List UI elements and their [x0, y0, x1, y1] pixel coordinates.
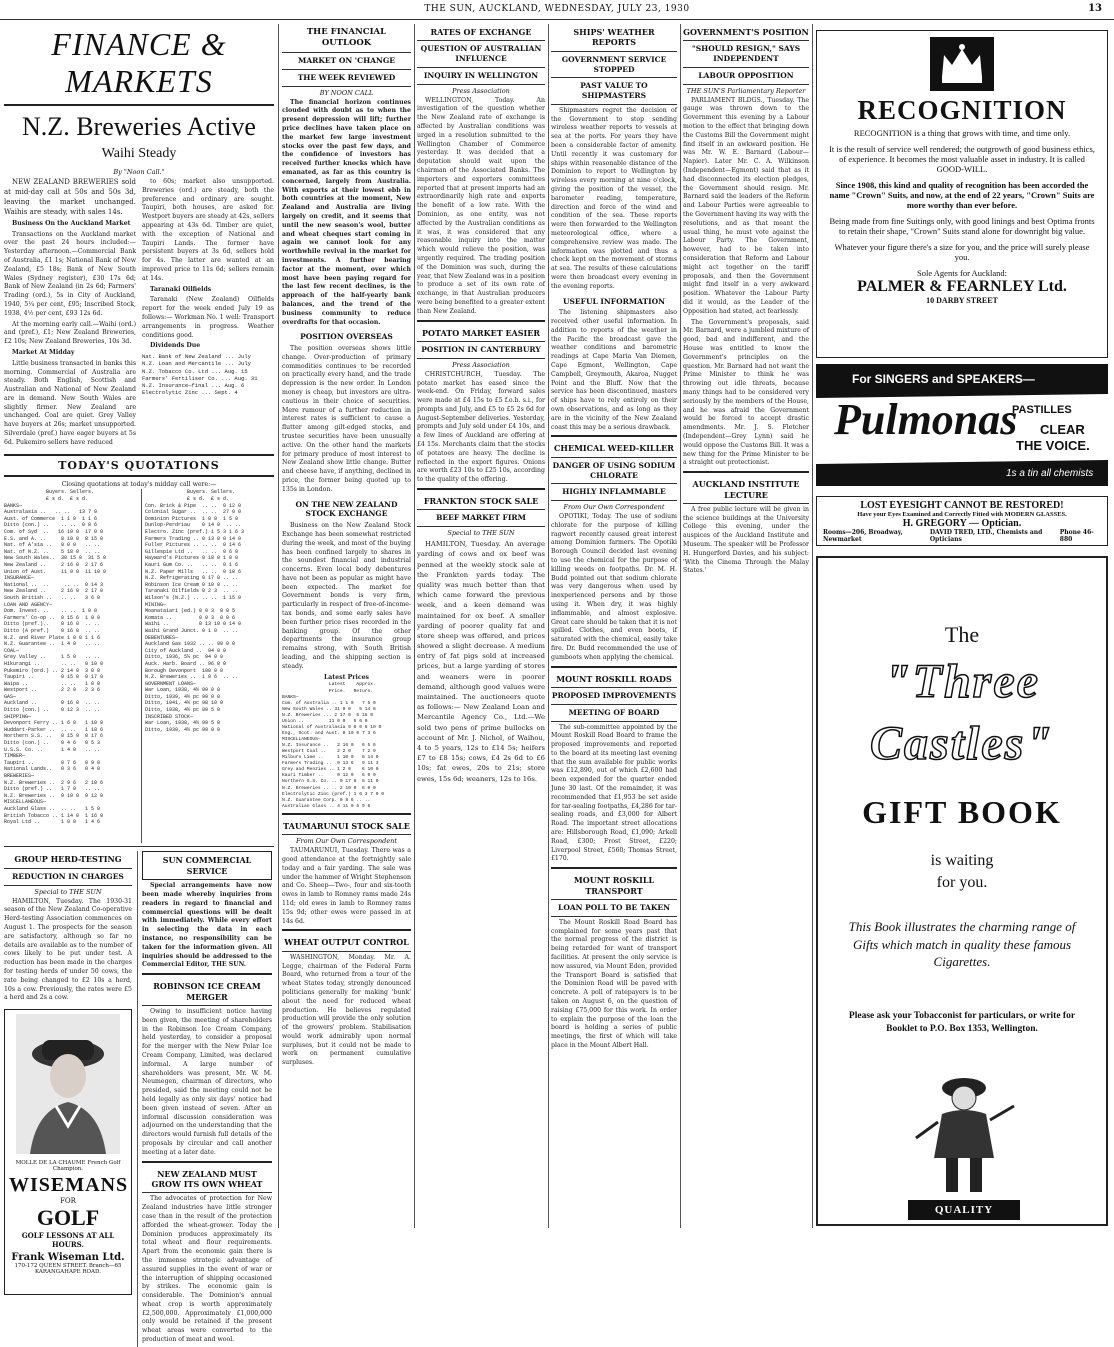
rates-sub-2: INQUIRY IN WELLINGTON — [417, 68, 545, 85]
rates-sub: QUESTION OF AUSTRALIAN INFLUENCE — [417, 41, 545, 68]
eyesight-firm: DAVID TRED, LTD., Chemists and Opticians — [929, 529, 1043, 543]
transport-text: The Mount Roskill Road Board has complained for some years past that the normal progress of the district is being retarded for want of transport facilities. At present the only service is now assured, via Mount Eden, provided the Transport Board is satisfied that the Dominion Road will be paved with concrete. A poll of ratepayers is to be taken on August 6, on the question of raising £75,000 for this work. In order to explain the purpose of the loan the board is holding a series of public meetings, the first of which will take place in the Mount Albert Hall. — [551, 918, 677, 1049]
pulmonas-top: For SINGERS and SPEAKERS— — [852, 372, 1035, 386]
eyesight-address: Rooms—206, Broadway, Newmarket — [823, 529, 903, 543]
taumarunui-text: TAUMARUNUI, Tuesday. There was a good attendance at the fortnightly sale today and a fair yarding. The sale was under the hammer of Wright Stephenson and Co. Sheep—Two-, four and six-tooth ewes in lamb to Romney rams made 24s 11d; old ewes in lamb to Romney rams 15s 9d; other ewes were passed in at 14s 6d. — [282, 847, 411, 925]
lead-headline: N.Z. Breweries Active — [22, 112, 256, 141]
eyesight-line: Have your Eyes Examined and Correctly Fitted with MODERN GLASSES. — [857, 511, 1067, 518]
rates-by: Press Association — [452, 86, 510, 95]
cavalier-icon — [902, 1058, 1026, 1198]
useful-heading: USEFUL INFORMATION — [562, 296, 666, 306]
three-castles-ad — [816, 556, 1108, 1226]
chemical-by: From Our Own Correspondent — [563, 503, 665, 512]
prices-table: Latest Approx. Price. Return. BANKS— Com. of Australia .. 1 1 0 7 5 0 New South Wales .. 31 0 0 5 14 8 N.Z. Breweries ... 2 17 0 5 15 0 Union .. 11 0 0 5 6 0 National of Australasia 9 0 0 6 10 0 Eng., Scot. and Aust. 8 10 0 7 3 6 MISCELLANEOUS— N.Z. Insurance .. 2 16 0 6 5 6 Westport Coal .. 2 2 0 7 2 9 Milburn Lime .. 1 10 0 6 14 0 Farmers Trading .. 0 13 6 9 11 3 Grey and Menzies .. 1 2 0 6 10 0 Kauri Timber .. 0 12 0 6 0 0 Northern S.S. Co. .. 0 17 6 8 11 0 N.Z. Breweries .. .. 2 10 0 6 0 0 Electrolytic Zinc (pref.) 1 6 3 7 0 0 N.Z. Guarantee Corp. 0 8 6 .. .. Australian Glass .. 4 11 0 5 9 6 — [282, 682, 384, 809]
roskill-sub-2: MEETING OF BOARD — [551, 705, 677, 722]
crown-icon — [930, 37, 994, 91]
finance-section — [4, 24, 274, 1344]
rates-text: WELLINGTON, Today. An investigation of the question whether the New Zealand rate of exchange is affected by Australian conditions was urged in a resolution submitted to the Wellington Chamber of Commerce yesterday. It was decided that a deputation should wait upon the chairman of the Associated Banks. The importers and exporters committees reported that at present imports had an extraordinarily high rate and exports the benefit of a low rate. With the Dominion, as one entity, was not affected by the Australian conditions as it was, it was considered that any reasonable inquiry into the matter which would relieve the position, was urgently required. The trading position of the Dominion was such, during the year, that New Zealand was in a position to produce a set of its own rate of exchange, in that Australian producers were being benefited to a greater extent than New Zealand. — [417, 96, 545, 315]
wheat-text: WASHINGTON, Monday. Mr. A. Legge, chairman of the Federal Farm Board, who returned from a tour of the wheat States today, strongly denounced politicians generally for making 'bunk' about the need for reduced wheat production. He believes regulated production will provide the only solution of the growers' problem. Stabilisation would work admirably upon normal surpluses, but it could not be made to work on permanent cumulative surpluses. — [282, 953, 411, 1067]
outlook-by: BY NOON CALL — [319, 88, 374, 97]
recognition-agents: Sole Agents for Auckland: — [917, 268, 1007, 278]
midday-text-2: to 60s; market also unsupported. Breweries (ord.) are steady, both the preference and ordinary are sought. Taupiri, both houses, are asked for. Westport buyers are steady at 42s, sellers appearing at 43s 6d. Timber are quiet, with the exception of National and Taupiri Lands. The former have persistent buyers at 3s 6d, sellers hold for 4s. The latter are wanted at an improved price to 11s 6d; sellers remain at 14s. — [142, 178, 274, 282]
outlook-sub-2: THE WEEK REVIEWED — [282, 70, 411, 87]
government-column — [683, 24, 809, 1230]
pulmonas-voice: THE VOICE. — [1016, 438, 1090, 453]
golfer-portrait-icon — [16, 1014, 120, 1154]
ships-sub-2: PAST VALUE TO SHIPMASTERS — [551, 78, 677, 105]
stock-text: Transactions on the Auckland market over the past 24 hours included:— Yesterday afternoon.—Commercial Bank of Australia, £1 1s; National Bank of New Zealand, £5 18s; Bank of New South Wales (Sydney register), £30 17s 6d; Bank of New Zealand (in 2s 6d; Farmers' Trading (ord.), 5s in City of Auckland, 1940, 5¼ per cent, £95; Inscribed Stock, 1938, 4½ per cent, £93 12s 6d. — [4, 230, 136, 317]
column-rule — [680, 24, 681, 1228]
column-rule — [278, 24, 279, 1228]
chemical-sub: DANGER OF USING SODIUM CHLORATE — [551, 458, 677, 485]
lead-subhead: Waihi Steady — [101, 146, 177, 161]
eyesight-name: H. GREGORY — Optician. — [902, 518, 1022, 529]
exchange-heading: ON THE NEW ZEALAND STOCK EXCHANGE — [295, 499, 398, 519]
taranaki-head: Taranaki Oilfields — [150, 285, 212, 293]
herd-text: HAMILTON, Tuesday. The 1930-31 season of the New Zealand Co-operative Herd-testing Association commences on August 1. The prospects for the season are satisfactory, although so far no details are available as to the number of cows likely to be put under test. A reduction has been made in the charges for testing herds of under 50 cows, the rate being changed to £2 10s a herd, 10s a cow. Previously, the rates were £5 a herd and 2s a cow. — [4, 897, 132, 1002]
masthead — [0, 0, 1114, 20]
potato-by: Press Association — [452, 360, 510, 369]
recognition-ad — [816, 30, 1108, 358]
stock-head: Business On the Auckland Market — [12, 219, 131, 227]
masthead-title: THE SUN, AUCKLAND, WEDNESDAY, JULY 23, 1930 — [424, 4, 690, 14]
outlook-column — [282, 24, 411, 1230]
grow-text: The advocates of protection for New Zealand industries have little stronger case than in the result of the protection afforded the wheat-grower. Today the Dominion produces approximately its total wheat and flour requirements. Apart from the economic gain there is the immense strategic advantage of assured supplies in the event of war or the interruption of shipping occasioned by strikes. The economic gain is considerable. The Dominion's annual wheat crop is worth approximately £2,500,000. Approximately £1,000,000 only would be retained if the present wheat areas were converted to the production of meat and wool. — [142, 1195, 272, 1344]
government-by: THE SUN'S Parliamentary Reporter — [686, 86, 806, 95]
castles-three: "Three — [884, 655, 1040, 708]
outlook-sub: MARKET ON 'CHANGE — [282, 53, 411, 70]
quotations-note: Closing quotations at today's midday call were:— — [61, 480, 217, 488]
commercial-heading: SUN COMMERCIAL SERVICE — [142, 851, 272, 880]
recognition-p3: Being made from fine Suitings only, with good linings and best Optima fronts to retain their shape, "Crown" Suits stand alone for downright big value. — [829, 216, 1095, 236]
exchange-text: Business on the New Zealand Stock Exchange has been somewhat restricted during the week, and most of the buying has been confined largely to shares in the soundest financial and industrial concerns. Even local body debentures have not been as popular as might have been expected. The market for Government bonds is very firm, particularly in respect of free-of-income-tax bonds, and some early sales have been further price rises recorded in the banking group. Of the other departments the insurance group remains strong, with South British leading, and the shipping section is steady. — [282, 522, 411, 670]
golf-lessons: GOLF LESSONS AT ALL HOURS. — [21, 1231, 115, 1250]
castles-waiting: is waiting — [930, 852, 994, 869]
eyesight-head: LOST EYESIGHT CANNOT BE RESTORED! — [860, 500, 1064, 511]
recognition-firm: PALMER & FEARNLEY Ltd. — [857, 278, 1067, 295]
chemical-text: OPOTIKI, Today. The use of sodium chlorate for the purpose of killing ragwort recently caused great interest among Dominion farmers. The Opotiki Borough Council decided last evening to use the chemical for the purpose of killing weeds on footpaths. Dr. M. H. Budd pointed out that sodium chlorate was very dangerous when used by inexperienced persons and by those using it. When dry, it was highly inflammable, and almost explosive. Great care should be taken that it is not spilled. Clothes, and even boots, if saturated with the chemical, easily take fire. Dr. Budd recommended the use of gumboots when applying the chemical. — [551, 513, 677, 661]
grow-heading: NEW ZEALAND MUST GROW ITS OWN WHEAT — [142, 1166, 272, 1194]
taumarunui-heading: TAUMARUNUI STOCK SALE — [282, 818, 411, 835]
pulmonas-brand: Pulmonas — [834, 395, 1018, 444]
dividends-head: Dividends Due — [150, 342, 201, 350]
castles-for-you: for you. — [936, 874, 988, 891]
golf-caption: MOLLE DE LA CHAUME French Golf Champion. — [15, 1160, 121, 1173]
frankton-by: Special to THE SUN — [447, 529, 515, 538]
frankton-heading: FRANKTON STOCK SALE — [417, 493, 545, 510]
robinson-heading: ROBINSON ICE CREAM MERGER — [142, 978, 272, 1006]
stock-text-2: At the morning early call.—Waihi (ord.) and (pref.), £1; New Zealand Breweries, £2 10s; New Zealand Breweries, 10s 3d. — [4, 320, 136, 346]
quotations-left: Buyers. Sellers. £ s d. £ s d. BANKS— Australasia .. .. .. 13 7 0 Aust. of Commerce 1 1 0 1 1 6 Ditto (con.) .. .. .. 0 8 6 Com. of Syd .. 16 10 0 17 0 0 E.S. and A. .. 8 10 0 8 15 0 Nat. of A'sia .. 9 0 0 .. .. Nat. of N.Z. .. 5 18 0 .. .. New South Wales.. 30 15 0 31 5 0 New Zealand .. 2 16 0 2 17 6 Union of Aust. 11 0 0 11 10 0 INSURANCE— National .. .. .. .. 0 14 3 New Zealand .. 2 16 0 2 17 0 South British .. .. .. 3 6 0 LOAN AND AGENCY— Dom. Invest. .. .. .. 1 0 0 Farmers' Co-op .. 0 15 6 1 0 0 Ditto (pref.).. 0 16 0 .. .. Ditto (A pref.) 0 16 0 .. .. N.Z. and River Plate 1 0 0 1 1 6 N.Z. Guarantee .. 1 4 0 .. .. COAL— Grey Valley .. 1 5 0 .. .. Hikurangi .. .. .. 0 10 0 Pukemiro (ord.) .. 2 14 0 3 0 0 Taupiri .. 0 15 0 0 17 0 Waipa .. .. .. 1 0 0 Westport .. 2 2 0 2 3 6 GAS— Auckland .. 0 16 0 .. .. Ditto (con.) .. 0 12 3 .. .. SHIPPING— Devonport Ferry .. 1 6 0 1 10 0 Huddart-Parker .. .. .. 1 18 6 Northern S.S. .. 0 15 9 0 17 6 Ditto (con.) .. 0 4 6 0 5 3 U.S.S. Co. .. 1 4 0 .. .. TIMBER— Taupiri .. 0 7 6 0 9 0 National Lands.. 0 3 6 0 4 0 BREWERIES— N.Z. Breweries .. 2 9 6 2 10 6 Ditto (pref.) .. 1 7 0 .. .. N.Z. Breweries .. 0 10 0 0 12 0 MISCELLANEOUS— Auckland Glass .. .. .. 1 5 0 British Tobacco .. 1 14 0 1 16 0 Royal Ltd .. 1 0 0 1 4 6 — [4, 489, 107, 826]
herd-sub: REDUCTION IN CHARGES — [4, 869, 132, 886]
castles-the: The — [944, 622, 980, 647]
taumarunui-by: From Our Own Correspondent — [296, 837, 397, 846]
ships-column — [551, 24, 677, 1230]
roskill-text: The sub-committee appointed by the Mount Roskill Road Board to frame the proposed improvements and reported to the board at its meeting last evening that the sum available for public works was £12,890, out of which £2,600 had been expended for the quarter ended June 30 last. Of the remainder, it was recommended that £1,953 be set aside for tar-sealing footpaths, £4,286 for tar-sealing roads, and £3,000 for Albert Road. The important street allocations are: Hillsborough Road, £1,090; Arkell Road, £300; Frost Street, £220; Liverpool Street, £560; Thomas Street, £170. — [551, 723, 677, 863]
dividends-list: Nat. Bank of New Zealand ... July N.Z. Loan and Mercantile ... July N.Z. Tobacco Co. Ltd ... Aug. 15 Farmers' Fertiliser Co. ... Aug. 31 N.Z. Insurance—final ... Aug. 6 Electrolytic Zinc ... Sept. 4 — [142, 353, 258, 397]
government-text: PARLIAMENT BLDGS., Tuesday. The gauge was thrown down to the Government this evening by a Labour motion to the effect that bringing down the Customs Bill the Government might find itself in an awkward position. He was Mr. W. E. Barnard (Labour—Napier). Later Mr. C. A. Wilkinson (Independent—Egmont) said that as it had disconnected its election pledges, the Government should resign. Mr. Barnard said the leaders of the Reform and Labour Parties were agreeable to the Government having its way with the resolutions, and as that meant the usual thing, he must vote against the Labour Party. The Government, however, had to be taken into consideration that Reform and Labour might act together on the tariff proposals, and then the Government might find itself in a very awkward position. Whatever the Labour Party did it would, as the Leader of the Opposition had stated, act fearlessly. — [683, 96, 809, 315]
golf-ad — [4, 1009, 132, 1295]
midday-head: Market At Midday — [12, 348, 75, 356]
government-heading: GOVERNMENT'S POSITION — [683, 24, 809, 41]
recognition-p2: Since 1908, this kind and quality of recognition has been accorded the name "Crown" Suits, and now, at the end of 22 years, "Crown" Suits are more worthy than ever before. — [829, 180, 1095, 210]
government-text-2: The Government's proposals, said Mr. Barnard, were a jumbled mixture of good, bad and indifferent, and the House was entitled to know the Government's principles on the question. Mr. Barnard had not want the Prime Minister to think he was throwing out idle threats, because many things had to be considered very seriously by the members of the House, and he was afraid the Government would be forced to accept drastic amendments. Mr. J. S. Fletcher (Independent—Grey Lynn) said he would oppose the Customs Bill. It was a new thing for the Prime Minister to be a straight out protectionist. — [683, 318, 809, 467]
potato-text: CHRISTCHURCH, Tuesday. The potato market has eased since the week-end. On Friday, forward sales were made at £4 15s to £5 f.o.b. s.i., for prompts and July, and £5 to £5 2s 6d for August-September deliveries. Yesterday, prompts and July sold under £4 10s, and a few lines of Auckland are offering at £4 15s. Merchants claim that the stocks of potatoes are heavy. The decline is reflected in the export figures. Onions are worth £23 10s to £25 10s, according to the quality of the offering. — [417, 370, 545, 484]
golf-for: FOR — [60, 1197, 76, 1206]
golf-word: GOLF — [36, 1205, 100, 1231]
outlook-heading: THE FINANCIAL OUTLOOK — [282, 24, 411, 53]
golf-firm: Frank Wiseman Ltd. — [11, 1252, 125, 1264]
government-sub-2: LABOUR OPPOSITION — [683, 68, 809, 85]
herd-heading: GROUP HERD-TESTING — [4, 851, 132, 868]
byline: By "Noon Call." — [113, 168, 165, 176]
rates-heading: RATES OF EXCHANGE — [417, 24, 545, 41]
robinson-text: Owing to insufficient notice having been given, the meeting of shareholders in the Robinson Ice Cream Company, held yesterday, to consider a proposal for the merger with the New Polar Ice Cream Company, Limited, was declared informal. A large number of shareholders was present, Mr. W. M. Neumegen, chairman of directors, who presided, said the meeting could not be held legally as only six days' notice had been given instead of seven. After an informal discussion consideration was adjourned on the understanding that the directors would furnish full details of the proposals by circular and call another meeting at a later date. — [142, 1008, 272, 1156]
recognition-p1: It is the result of service well rendered; the outgrowth of good business ethics, of experience. It becomes the most valuable asset in industry. It is called GOOD-WILL. — [829, 144, 1095, 174]
useful-text: The listening shipmasters also received other useful information. In addition to reports of the weather in the Pacific the broadcast gave the weather conditions and barometric readings at Cape Maria Van Diemen, Cape Egmont, Wellington, Cape Campbell, Greymouth, Akaroa, Nugget Point and the Bluff. Now that the service has been discontinued, masters of ships have to rely entirely on their own observations, and as long as they are in the vicinity of the New Zealand coast this may be a serious drawback. — [551, 309, 677, 431]
recognition-tagline: RECOGNITION is a thing that grows with time, and time only. — [853, 128, 1071, 138]
column-rule — [548, 24, 549, 1228]
golf-address: 170-172 QUEEN STREET. Branch—65 KARANGAHAPE ROAD. — [14, 1263, 122, 1276]
quotations-title: TODAY'S QUOTATIONS — [4, 454, 274, 477]
roskill-heading: MOUNT ROSKILL ROADS — [551, 671, 677, 688]
position-heading: POSITION OVERSEAS — [300, 332, 393, 342]
roskill-sub: PROPOSED IMPROVEMENTS — [551, 688, 677, 705]
position-text: The position overseas shows little change. Over-production of primary commodities continues to be recorded on practically every hand, and the trade depression is the new order. In London money is cheap, but investors are ultra-cautious in their choice of securities. Mere rumour of a further reduction in interest rates is sufficient to cause a flutter among gilt-edged stocks, and trustee securities have been unusually active. On the other hand the markets for primary produce of most interest to New Zealand show little change. Butter and cheese have, if anything, declined in price, the former being quoted up to 135s in London. — [282, 345, 411, 493]
commercial-text: Special arrangements have now been made whereby inquiries from readers in regard to financial and commercial questions will be dealt with immediately. While every effort in selecting the data in each instance, no responsibility can be taken for the information given. All inquiries should be addressed to the Commercial Editor, THE SUN. — [142, 882, 272, 969]
recognition-address: 10 DARBY STREET — [926, 296, 998, 305]
chemical-heading: CHEMICAL WEED-KILLER — [551, 440, 677, 457]
pulmonas-clear: CLEAR — [1040, 422, 1085, 437]
taranaki-text: Taranaki (New Zealand) Oilfields report for the week ended July 19 as follows:— Workman No. 1 well: Transport arrangements in progress. Weather conditions good. — [142, 296, 274, 339]
wheat-heading: WHEAT OUTPUT CONTROL — [282, 934, 411, 951]
golf-brand: WISEMANS — [9, 1174, 129, 1197]
transport-heading: MOUNT ROSKILL TRANSPORT — [551, 872, 677, 900]
quotations-right: Buyers. Sellers. £ s d. £ s d. Con. Brick & Pipe .. .. 0 12 0 Colonial Sugar .. .. .. 27 0 0 Dominion Pictures 1 0 0 1 5 0 Dunlop-Perdriau 0 14 0 .. .. Electro. Zinc (pref.) 1 5 3 1 6 3 Farmers Trading .. 0 13 0 0 14 0 Fuller Pictures .. .. .. 0 14 6 Gillespie Ltd .. .. .. 0 6 0 Hayward's Pictures 0 18 0 1 0 0 Kauri Gum Co. .. .. .. 0 1 6 N.Z. Paper Mills .. .. 0 18 6 N.Z. Refrigerating 0 17 0 .. .. Robinson Ice Cream 0 10 0 .. .. Taranaki Oilfields 0 2 3 .. .. Wilson's (N.Z.) .. .. .. 1 15 0 MINING— Moanataiari (ed.) 0 0 3 0 0 5 Komata .. 0 0 3 0 0 6 Waihi .. 0 13 10 0 14 0 Waihi Grand Junct. 0 1 0 .. .. DEBENTURES— Auckland Gas 1932 .. .. 99 0 0 City of Auckland .. 94 0 0 Ditto, 1936, 5¼ pc 94 0 0 Auck. Harb. Board .. 96 0 0 Borough Devonport 100 0 0 N.Z. Breweries .. 1 0 6 .. .. GOVERNMENT LOANS— War Loan, 1938, 4½ 99 0 0 Ditto, 1939, 4½ pc 99 0 0 Ditto, 1941, 4½ pc 98 10 0 Ditto, 1938, 4½ pc 99 5 0 INSCRIBED STOCK— War Loan, 1938, 4½ 99 5 0 Ditto, 1939, 4½ pc 99 0 0 — [141, 489, 274, 843]
pulmonas-price: 1s a tin all chemists — [1006, 468, 1094, 479]
frankton-sub: BEEF MARKET FIRM — [417, 510, 545, 527]
potato-heading: POTATO MARKET EASIER — [417, 325, 545, 342]
outlook-text: The financial horizon continues clouded with doubt as to when the present depression will lift; further price declines have taken place on the market few large investment stocks over the past few days, and the confidence of investors has received further knocks which have emanated, as far as this country is concerned, largely from Australia. With exports at their lowest ebb in both countries at the moment, New Zealand and Australia are living largely on credit, and it seems that until the new season's wool, butter and wheat cheques start coming in again we cannot look for any worthwhile revival in the market for investments. A further bearing factor at the moment, over which most have been paying regard for the last few recent declines, is the approach of the half-yearly bank balances, and the trend of the business community to reduce overdrafts for that occasion. — [282, 98, 411, 326]
potato-sub: POSITION IN CANTERBURY — [417, 342, 545, 359]
transport-sub: LOAN POLL TO BE TAKEN — [551, 900, 677, 917]
ships-text: Shipmasters regret the decision of the Government to stop sending wireless weather reports to vessels at sea at the ports. For years they have been a considerable factor of amenity. Until recently it was customary for ships within reasonable distance of the Dominion to report to Wellington by wireless every morning at nine o'clock, giving the position of the vessel, the barometer reading, temperature, direction and force of the wind and condition of the sea. These reports were then forwarded to the Wellington meteorological office, where a comprehensive review was made. The information was plotted and thus a check kept on the movement of storms at sea. The results of these calculations were then broadcast every evening in the evening reports. — [551, 106, 677, 290]
page-number: 13 — [1088, 3, 1102, 14]
institute-heading: AUCKLAND INSTITUTE LECTURE — [683, 476, 809, 504]
eyesight-ad — [816, 496, 1108, 546]
prices-title: Latest Prices — [323, 673, 370, 681]
column-rule — [812, 24, 813, 1228]
castles-quality: QUALITY — [908, 1200, 1020, 1220]
lead-text: NEW ZEALAND BREWERIES sold at mid-day call at 50s and 50s 3d, leaving the market unchanged. Waihis are steady, with sales 14s. — [4, 178, 136, 216]
castles-desc: This Book illustrates the charming range of Gifts which match in quality these famous Cigarettes. — [848, 919, 1076, 970]
rates-column — [417, 24, 545, 1230]
herd-by: Special to THE SUN — [34, 887, 102, 896]
pulmonas-ad — [816, 364, 1108, 486]
government-sub: "SHOULD RESIGN," SAYS INDEPENDENT — [683, 41, 809, 68]
finance-title: FINANCE & MARKETS — [4, 24, 274, 106]
frankton-text: HAMILTON, Tuesday. An average yarding of cows and ox beef was penned at the weekly stock sale at the Frankton yards today. The quality was much better than that which came forward the previous week, and a keen demand was maintained for ox beef. A smaller yarding of poorer quality fat and store sheep was offered, and prices showed a slight decrease. A medium entry of fat pigs sold at increased prices, but a large yarding of stores and weaners were in poorer demand, although good values were maintained. The auctioneers quote as follows:— New Zealand Loan and Mercantile Agency Co., Ltd.—We sold two pens of prime bullocks on account of Mr. J. Nichol, of Waihou, 4 to 5 years, 12s to £14 5s; heifers £7 to £8 15s; cows, £4 2s 6d to £6 10s; fat ewes, 20s to 21s; store ewes, 15s 6d; weaners, 12s to 16s. — [417, 540, 545, 783]
recognition-p4: Whatever your figure there's a size for you, and the price will surely please you. — [834, 242, 1090, 262]
column-rule — [414, 24, 415, 1228]
eyesight-phone: Phone 46-880 — [1059, 529, 1094, 543]
midday-text: Little business transacted in banks this morning. Commercial of Australia are steady. Both English, Scottish and Australian and National of New Zealand are in demand. New South Wales are slightly firmer. New Zealand are unchanged. Coal are quiet. Grey Valley have buyers at 26s; market unsupported. Silverdale (pref.) have eager buyers at 5s 6d. Pukemiro sellers have reduced — [4, 359, 136, 446]
recognition-title: RECOGNITION — [857, 95, 1067, 125]
pulmonas-pastilles: PASTILLES — [1012, 404, 1072, 416]
castles-gift: GIFT BOOK — [862, 794, 1062, 830]
institute-text: A free public lecture will be given in the science buildings at the University College this evening, under the auspices of the Auckland Institute and Museum. The speaker will be Professor H. Hungerford Davies, and his subject: 'With the Cinema Through the Malay States.' — [683, 505, 809, 575]
castles-castles: Castles" — [870, 717, 1054, 770]
castles-ask: Please ask your Tobacconist for particulars, or write for Booklet to P.O. Box 1353, Wellington. — [848, 1011, 1076, 1034]
ships-heading: SHIPS' WEATHER REPORTS — [551, 24, 677, 52]
ships-sub: GOVERNMENT SERVICE STOPPED — [551, 52, 677, 79]
chemical-sub-2: HIGHLY INFLAMMABLE — [551, 484, 677, 501]
